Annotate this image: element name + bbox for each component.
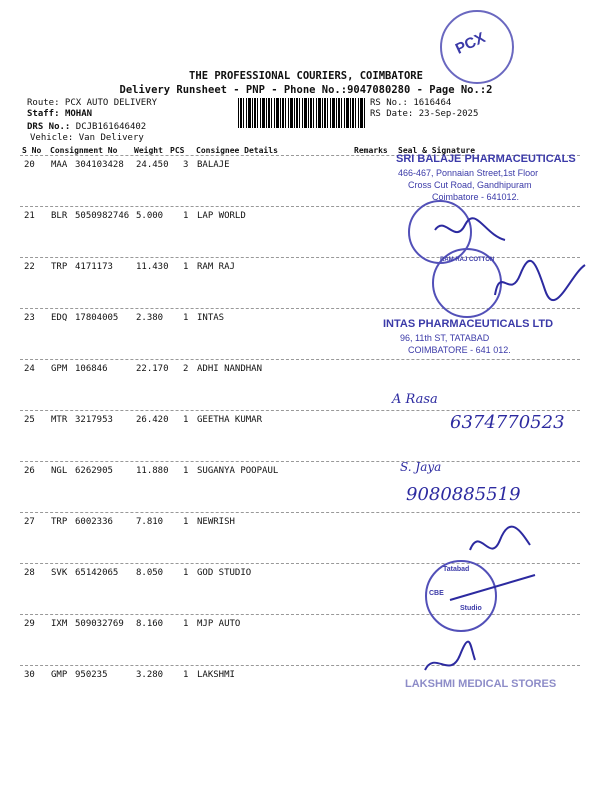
row-weight: 3.280 [136, 670, 164, 680]
row-consignment-number: 950235 [75, 670, 108, 680]
row-weight: 22.170 [136, 364, 169, 374]
row-consignment-number: 106846 [75, 364, 108, 374]
row-divider [20, 206, 580, 207]
row-pcs: 1 [183, 619, 189, 629]
barcode [238, 98, 366, 128]
row-sno: 20 [24, 160, 35, 170]
row-pcs: 1 [183, 670, 189, 680]
row-origin-code: TRP [51, 517, 68, 527]
row-consignee: ADHI NANDHAN [197, 364, 263, 374]
row-weight: 7.810 [136, 517, 164, 527]
row-origin-code: MAA [51, 160, 68, 170]
balaje-stamp-addr3: Coimbatore - 641012. [432, 192, 520, 202]
suganya-phone: 9080885519 [406, 484, 521, 505]
row-consignee: GEETHA KUMAR [197, 415, 263, 425]
col-remarks: Remarks [354, 146, 388, 155]
row-origin-code: GPM [51, 364, 68, 374]
row-pcs: 1 [183, 568, 189, 578]
row-sno: 22 [24, 262, 35, 272]
col-sno: S No [22, 146, 42, 155]
row-weight: 8.050 [136, 568, 164, 578]
ram-raj-seal-text: RAM RAJ COTTON [440, 257, 495, 263]
row-weight: 8.160 [136, 619, 164, 629]
row-sno: 29 [24, 619, 35, 629]
row-sno: 23 [24, 313, 35, 323]
row-consignment-number: 65142065 [75, 568, 119, 578]
row-consignment-number: 3217953 [75, 415, 113, 425]
row-origin-code: MTR [51, 415, 68, 425]
staff-info [27, 109, 92, 120]
vehicle-info: Vehicle: Van Delivery [30, 133, 144, 143]
row-origin-code: NGL [51, 466, 68, 476]
row-pcs: 1 [183, 466, 189, 476]
row-weight: 26.420 [136, 415, 169, 425]
row-sno: 24 [24, 364, 35, 374]
drs-info [27, 122, 146, 133]
col-seal-signature: Seal & Signature [398, 146, 476, 155]
rs-number: RS No.: 1616464 [370, 98, 452, 108]
col-consignment: Consignment No [50, 146, 118, 155]
row-origin-code: GMP [51, 670, 68, 680]
row-consignee: GOD STUDIO [197, 568, 252, 578]
geetha-signature-name: A Rasa [392, 392, 438, 407]
god-studio-seal-word: Studio [460, 605, 482, 612]
mjp-signature [420, 640, 480, 680]
god-studio-seal-text: Tatabad [443, 566, 470, 573]
row-sno: 30 [24, 670, 35, 680]
row-pcs: 1 [183, 415, 189, 425]
lap-world-signature [430, 210, 510, 250]
pcx-stamp-text: PCX [452, 29, 488, 58]
row-weight: 2.380 [136, 313, 164, 323]
row-consignee: INTAS [197, 313, 225, 323]
row-sno: 25 [24, 415, 35, 425]
company-title: THE PROFESSIONAL COURIERS, COIMBATORE [189, 70, 423, 82]
row-origin-code: BLR [51, 211, 68, 221]
row-divider [20, 665, 580, 666]
row-consignment-number: 5050982746 [75, 211, 130, 221]
god-studio-signature [445, 570, 540, 610]
balaje-stamp-name: SRI BALAJE PHARMACEUTICALS [396, 153, 576, 165]
balaje-stamp-addr1: 466-467, Ponnaian Street,1st Floor [398, 168, 539, 178]
row-divider [20, 512, 580, 513]
rs-date: RS Date: 23-Sep-2025 [370, 109, 479, 119]
row-origin-code: SVK [51, 568, 68, 578]
staff-name: MOHAN [64, 109, 93, 119]
row-consignee: MJP AUTO [197, 619, 241, 629]
row-weight: 24.450 [136, 160, 169, 170]
row-sno: 28 [24, 568, 35, 578]
row-pcs: 1 [183, 517, 189, 527]
col-weight: Weight [134, 146, 163, 155]
row-consignee: RAM RAJ [197, 262, 235, 272]
route-info: Route: PCX AUTO DELIVERY [27, 98, 158, 108]
drs-label: DRS No.: [27, 122, 71, 132]
row-sno: 21 [24, 211, 35, 221]
suganya-signature-name: S. Jaya [400, 460, 442, 474]
row-pcs: 1 [183, 313, 189, 323]
row-weight: 11.430 [136, 262, 169, 272]
row-pcs: 1 [183, 262, 189, 272]
row-consignee: LAP WORLD [197, 211, 246, 221]
row-consignment-number: 4171173 [75, 262, 113, 272]
row-divider [20, 308, 580, 309]
god-studio-seal-cbe: CBE [429, 590, 444, 597]
row-weight: 11.880 [136, 466, 169, 476]
row-consignee: NEWRISH [197, 517, 235, 527]
col-consignee: Consignee Details [196, 146, 278, 155]
drs-number: DCJB161646402 [75, 122, 147, 132]
row-consignment-number: 304103428 [75, 160, 124, 170]
row-sno: 27 [24, 517, 35, 527]
row-weight: 5.000 [136, 211, 164, 221]
staff-label: Staff: [27, 109, 60, 119]
row-sno: 26 [24, 466, 35, 476]
geetha-phone: 6374770523 [450, 412, 565, 433]
row-consignee: LAKSHMI [197, 670, 235, 680]
row-consignment-number: 509032769 [75, 619, 124, 629]
row-divider [20, 461, 580, 462]
balaje-stamp-addr2: Cross Cut Road, Gandhipuram [408, 180, 532, 190]
row-origin-code: IXM [51, 619, 68, 629]
row-origin-code: TRP [51, 262, 68, 272]
row-consignment-number: 17804005 [75, 313, 119, 323]
row-divider [20, 614, 580, 615]
row-pcs: 2 [183, 364, 189, 374]
intas-stamp-addr1: 96, 11th ST, TATABAD [400, 333, 490, 343]
col-pcs: PCS [170, 146, 185, 155]
intas-stamp-name: INTAS PHARMACEUTICALS LTD [383, 318, 554, 330]
row-pcs: 1 [183, 211, 189, 221]
runsheet-title: Delivery Runsheet - PNP - Phone No.:9047080280 - Page No.:2 [119, 84, 493, 96]
row-consignment-number: 6002336 [75, 517, 113, 527]
row-divider [20, 410, 580, 411]
row-pcs: 3 [183, 160, 189, 170]
row-consignee: SUGANYA POOPAUL [197, 466, 279, 476]
row-divider [20, 359, 580, 360]
intas-stamp-addr2: COIMBATORE - 641 012. [408, 345, 511, 355]
row-origin-code: EDQ [51, 313, 68, 323]
lakshmi-stamp-name: LAKSHMI MEDICAL STORES [405, 678, 557, 690]
ram-raj-signature [490, 255, 590, 305]
row-consignment-number: 6262905 [75, 466, 113, 476]
row-consignee: BALAJE [197, 160, 230, 170]
